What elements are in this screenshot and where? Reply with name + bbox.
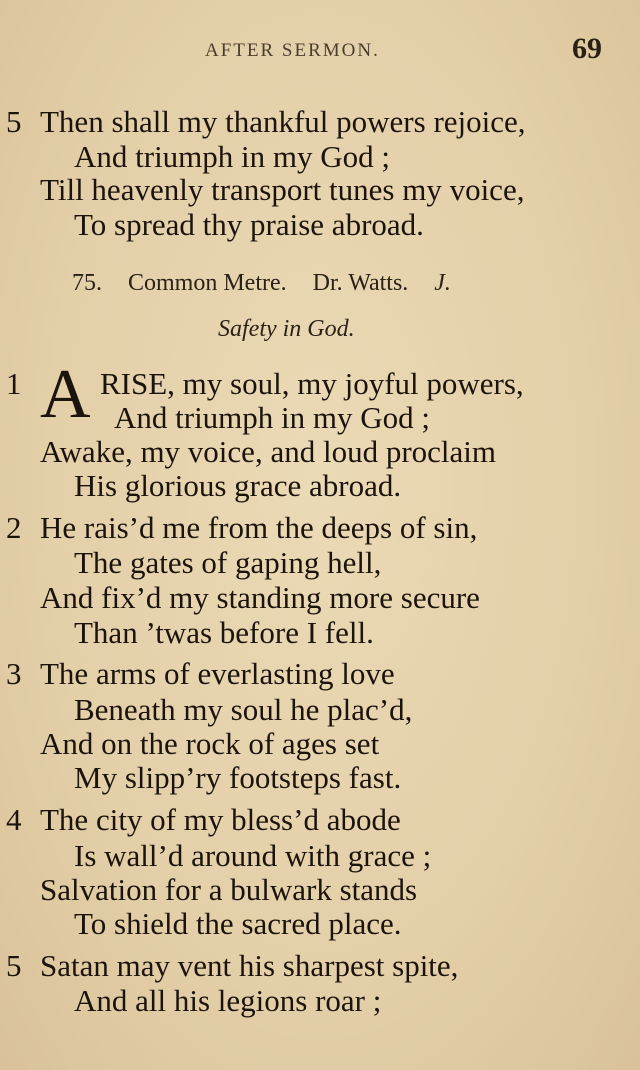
drop-cap: A [40, 356, 91, 433]
verse-line: Than ’twas before I fell. [74, 615, 374, 650]
verse-line: RISE, my soul, my joyful powers, [100, 366, 524, 401]
verse-number: 5 [6, 104, 22, 139]
verse-line: And all his legions roar ; [74, 983, 382, 1018]
verse-line: And triumph in my God ; [114, 400, 431, 435]
verse-line: And fix’d my standing more secure [40, 580, 480, 615]
verse-line: Satan may vent his sharpest spite, [40, 948, 459, 983]
verse-line: Then shall my thankful powers rejoice, [40, 104, 526, 139]
hymn-metre: Common Metre. [128, 270, 287, 296]
verse-line: To spread thy praise abroad. [74, 207, 424, 242]
verse-line: Till heavenly transport tunes my voice, [40, 172, 525, 207]
verse-line: The gates of gaping hell, [74, 545, 382, 580]
verse-line: Is wall’d around with grace ; [74, 838, 432, 873]
verse-line: Salvation for a bulwark stands [40, 872, 418, 907]
verse-line: To shield the sacred place. [74, 906, 402, 941]
hymn-number: 75. [72, 270, 102, 296]
verse-line: And on the rock of ages set [40, 726, 380, 761]
verse-number: 3 [6, 656, 22, 691]
verse-line: His glorious grace abroad. [74, 468, 402, 503]
page-number: 69 [572, 32, 602, 65]
verse-line: Awake, my voice, and loud proclaim [40, 434, 496, 469]
verse-number: 5 [6, 948, 22, 983]
verse-number: 1 [6, 366, 22, 401]
verse-line: My slipp’ry footsteps fast. [74, 760, 402, 795]
hymn-header [72, 268, 471, 298]
verse-line: Beneath my soul he plac’d, [74, 692, 413, 727]
verse-line: The arms of everlasting love [40, 656, 395, 691]
hymn-author: Dr. Watts. [312, 270, 409, 296]
hymn-title: Safety in God. [218, 316, 355, 342]
verse-line: And triumph in my God ; [74, 139, 391, 174]
verse-line: He rais’d me from the deeps of sin, [40, 510, 478, 545]
verse-number: 2 [6, 510, 22, 545]
verse-number: 4 [6, 802, 22, 837]
verse-line: The city of my bless’d abode [40, 802, 401, 837]
hymn-mark: J. [434, 270, 451, 296]
running-head: AFTER SERMON. [205, 40, 380, 61]
